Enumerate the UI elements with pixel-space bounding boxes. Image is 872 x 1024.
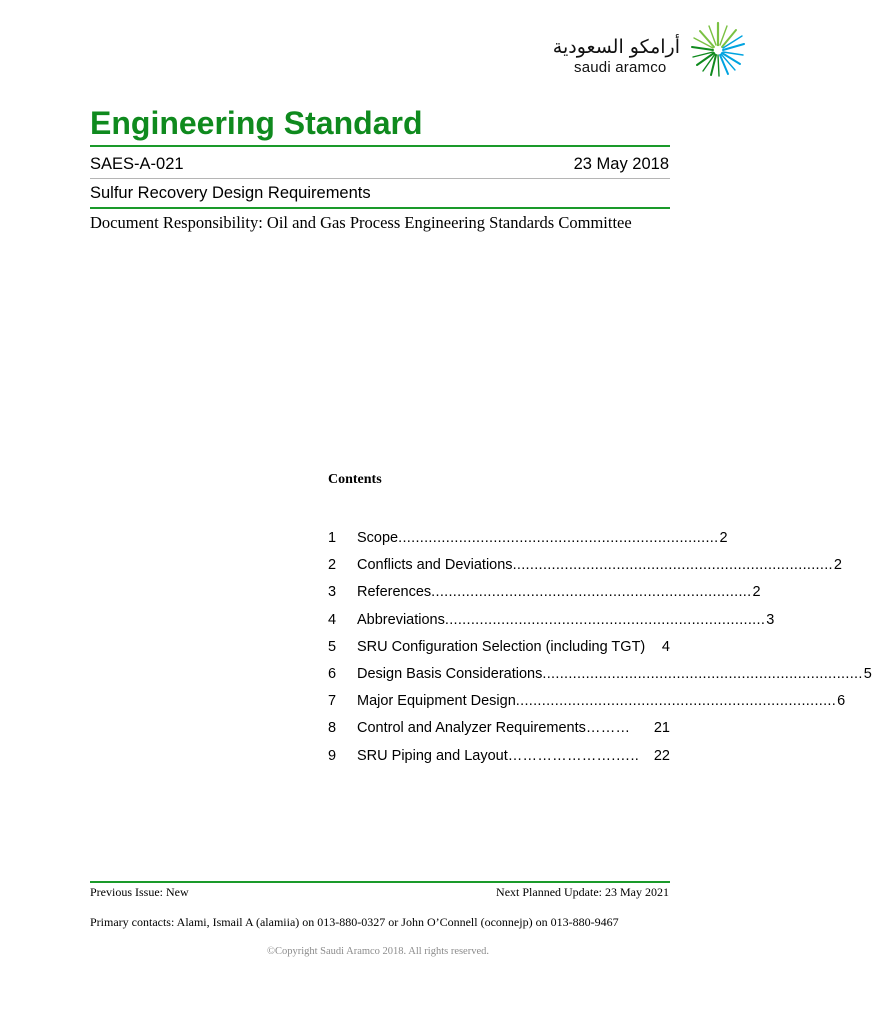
toc-item-label: Design Basis Considerations: [357, 665, 543, 682]
toc-item-number: 7: [328, 693, 337, 710]
toc-item-number: 2: [328, 557, 337, 574]
toc-item-page: 2: [833, 557, 842, 574]
toc-item[interactable]: [328, 664, 872, 691]
toc-item-page: 2: [719, 530, 728, 546]
toc-item-leader: ..........................................................................: [515, 693, 837, 710]
toc-item-number: 3: [328, 584, 337, 601]
toc-item[interactable]: [328, 610, 775, 637]
toc-item[interactable]: [328, 528, 728, 555]
table-of-contents: [328, 528, 872, 773]
toc-item-page: 6: [837, 693, 846, 710]
toc-item-page: 5: [863, 665, 872, 682]
toc-item-label: SRU Configuration Selection (including TGT): [357, 638, 646, 655]
toc-item[interactable]: [328, 746, 670, 773]
toc-item-leader: ..........................................................................: [431, 584, 752, 601]
toc-item-number: 4: [328, 611, 337, 628]
toc-item-label: Major Equipment Design: [357, 693, 516, 710]
title-divider: [90, 145, 670, 147]
toc-item[interactable]: [328, 691, 846, 718]
toc-item[interactable]: [328, 637, 670, 664]
footer-divider: [90, 881, 670, 883]
toc-item-leader: ………………….…..: [507, 747, 640, 764]
toc-item-number: 8: [328, 720, 337, 737]
subtitle-divider: [90, 207, 670, 209]
document-number: SAES-A-021: [90, 155, 184, 173]
document-date: 23 May 2018: [573, 155, 669, 173]
toc-item-page: 2: [752, 584, 761, 601]
primary-contacts: Primary contacts: Alami, Ismail A (alamiia) on 013-880-0327 or John O’Connell (oconnejp) on 013-880-9467: [90, 915, 619, 929]
toc-item-leader: ..........................................................................: [512, 557, 833, 574]
toc-item-label: Scope: [357, 530, 399, 546]
toc-item-leader: ..........................................................................: [398, 530, 719, 546]
toc-item-page: 3: [766, 611, 775, 628]
document-subtitle: Sulfur Recovery Design Requirements: [90, 184, 371, 202]
toc-item-number: 9: [328, 747, 337, 764]
toc-item-page: 21: [653, 720, 670, 737]
copyright-notice: ©Copyright Saudi Aramco 2018. All rights reserved.: [266, 946, 490, 957]
toc-item-number: 6: [328, 665, 337, 682]
saudi-aramco-logo: [552, 22, 746, 80]
aramco-star-icon: [690, 22, 746, 78]
toc-item-leader: ..........................................................................: [444, 611, 766, 628]
toc-item-label: References: [357, 584, 432, 601]
toc-item[interactable]: [328, 718, 670, 745]
toc-item-label: Conflicts and Deviations: [357, 557, 513, 574]
toc-item-number: 1: [328, 530, 337, 546]
page-title: Engineering Standard: [90, 105, 423, 141]
toc-item-leader: ………: [585, 720, 631, 737]
toc-item-number: 5: [328, 638, 337, 655]
toc-item-leader: ..........................................................................: [542, 665, 863, 682]
toc-item-page: 4: [661, 638, 670, 655]
contents-heading: Contents: [328, 472, 382, 487]
previous-issue: Previous Issue: New: [90, 885, 189, 899]
logo-arabic-text: أرامكو السعودية: [552, 36, 680, 58]
next-planned-update: Next Planned Update: 23 May 2021: [496, 885, 669, 899]
toc-item[interactable]: [328, 555, 842, 582]
toc-item-label: Control and Analyzer Requirements: [357, 720, 586, 737]
toc-item-label: SRU Piping and Layout: [357, 747, 508, 764]
toc-item-label: Abbreviations: [357, 611, 445, 628]
header-divider: [90, 178, 670, 179]
document-responsibility: Document Responsibility: Oil and Gas Process Engineering Standards Committee: [90, 213, 632, 232]
logo-latin-text: saudi aramco: [574, 59, 667, 76]
toc-item[interactable]: [328, 582, 761, 609]
toc-item-page: 22: [653, 747, 670, 764]
